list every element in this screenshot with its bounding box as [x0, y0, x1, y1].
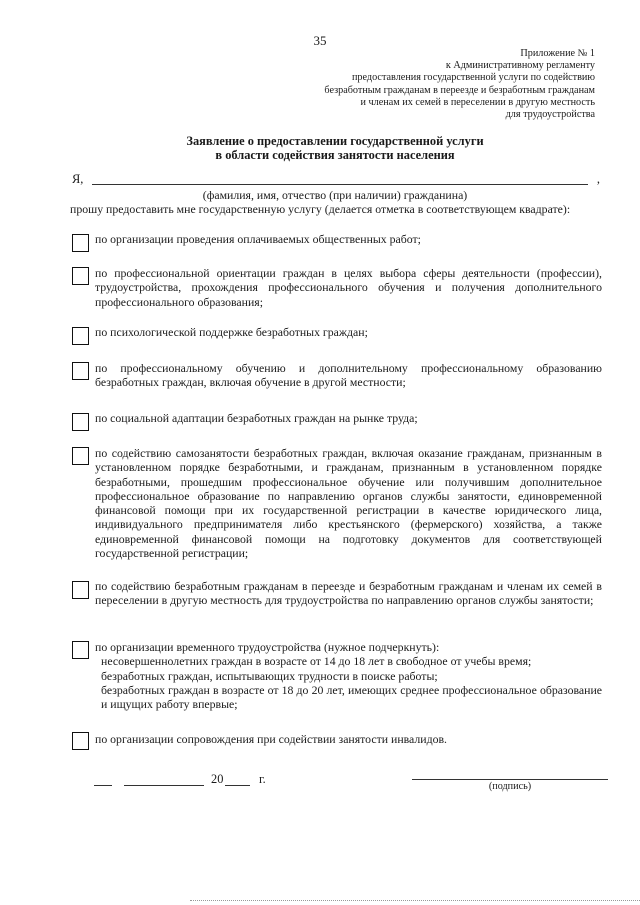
- option-text: по организации проведения оплачиваемых общественных работ;: [95, 232, 421, 246]
- option-checkbox[interactable]: [72, 413, 89, 431]
- option-text: по профессиональной ориентации граждан в целях выбора сферы деятельности (профессии), трудоустройства, прохождения профессионального обучения и получения дополнительного профессионального образования;: [95, 266, 602, 309]
- option-text: по содействию самозанятости безработных граждан, включая оказание гражданам, признанным в установленном порядке безработными, и гражданам, признанным в установленном порядке безработными, прошедшим профессиональное обучение или получившим дополнительное профессиональное образование по направлению органов службы занятости, единовременной финансовой помощи при их государственной регистрации в качестве юридического лица, индивидуального предпринимателя либо крестьянского (фермерского) хозяйства, а также единовременной финансовой помощи на подготовку документов для соответствующей государственной регистрации;: [95, 446, 602, 561]
- appendix-line: предоставления государственной услуги по содействию: [351, 72, 595, 84]
- page-number: 35: [313, 33, 327, 48]
- applicant-prefix: Я,: [72, 172, 84, 186]
- option-text: по содействию безработным гражданам в переезде и безработным гражданам и членам их семей в переселении в другую местность для трудоустройства по направлению органов службы занятости;: [95, 579, 602, 608]
- appendix-line: и членам их семей в переселении в другую местность: [360, 96, 595, 108]
- option-checkbox[interactable]: [72, 327, 89, 345]
- sub-item-underlinable[interactable]: безработных граждан в возрасте от 18 до 20 лет, имеющих среднее профессиональное образование и ищущих работу впервые;: [101, 682, 602, 712]
- date-month-field[interactable]: [124, 784, 204, 786]
- option-checkbox[interactable]: [72, 581, 89, 599]
- date-day-field[interactable]: [94, 784, 112, 786]
- option-checkbox[interactable]: [72, 732, 89, 750]
- date-year-suffix: г.: [259, 772, 266, 786]
- option-text: по профессиональному обучению и дополнительному профессиональному образованию безработных граждан, включая обучение в другой местности;: [95, 361, 602, 390]
- page-bottom-divider: [190, 900, 640, 901]
- title-line: в области содействия занятости населения: [215, 148, 455, 162]
- appendix-line: безработным гражданам в переезде и безработным гражданам: [324, 84, 595, 96]
- signature-field[interactable]: [412, 779, 608, 780]
- option-checkbox[interactable]: [72, 641, 89, 659]
- option-checkbox[interactable]: [72, 447, 89, 465]
- request-text: прошу предоставить мне государственную услугу (делается отметка в соответствующем квадрате):: [70, 202, 571, 216]
- appendix-line: к Административному регламенту: [445, 60, 595, 72]
- option-text: по психологической поддержке безработных граждан;: [95, 325, 368, 339]
- option-checkbox[interactable]: [72, 234, 89, 252]
- option-text-main: по организации временного трудоустройства (нужное подчеркнуть):: [95, 640, 440, 654]
- sub-item-underlinable[interactable]: несовершеннолетних граждан в возрасте от 14 до 18 лет в свободное от учебы время;: [101, 654, 532, 669]
- date-area: [94, 772, 294, 792]
- applicant-suffix: ,: [596, 172, 600, 186]
- title-line: Заявление о предоставлении государственной услуги: [186, 134, 484, 148]
- date-year-field[interactable]: [225, 784, 250, 786]
- option-checkbox[interactable]: [72, 362, 89, 380]
- appendix-block: [265, 48, 595, 121]
- signature-caption: (подпись): [488, 781, 532, 792]
- sub-items-list: [95, 654, 602, 711]
- applicant-caption: (фамилия, имя, отчество (при наличии) гражданина): [202, 188, 468, 202]
- option-text: по организации сопровождения при содействии занятости инвалидов.: [95, 732, 448, 746]
- applicant-row: [70, 172, 600, 188]
- sub-item-underlinable[interactable]: безработных граждан, испытывающих трудности в поиске работы;: [101, 668, 438, 683]
- option-text: [95, 640, 602, 711]
- option-checkbox[interactable]: [72, 267, 89, 285]
- applicant-name-field[interactable]: [92, 184, 588, 185]
- document-title: [70, 134, 600, 162]
- appendix-line: для трудоустройства: [505, 109, 595, 121]
- appendix-line: Приложение № 1: [520, 48, 595, 59]
- option-text: по социальной адаптации безработных граждан на рынке труда;: [95, 411, 418, 425]
- date-year-prefix: 20: [211, 772, 224, 786]
